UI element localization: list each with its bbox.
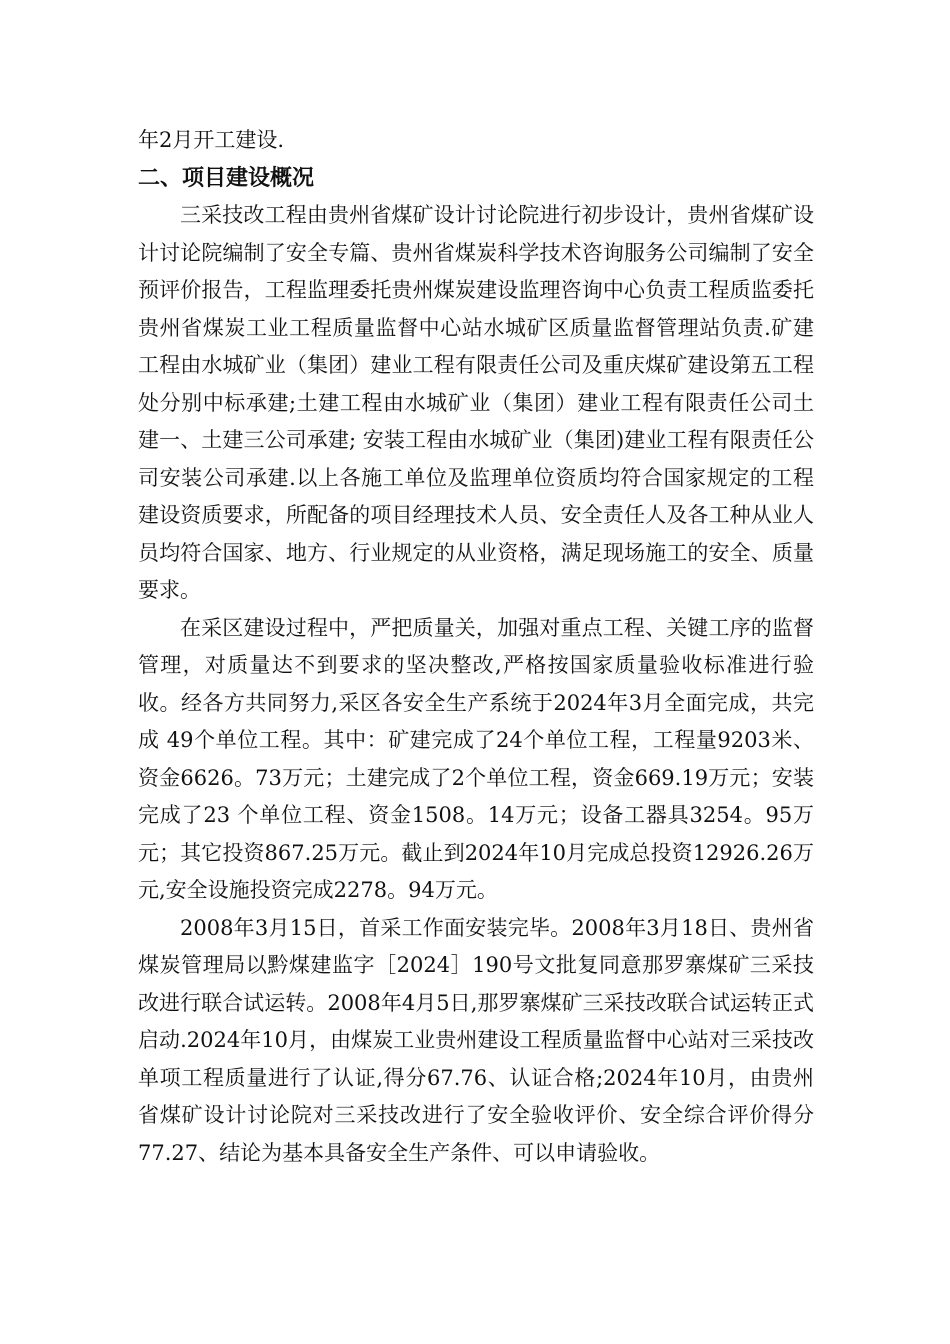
section-heading: 二、项目建设概况 [138,165,315,191]
document-body [138,122,814,1172]
continuation-line: 年2月开工建设. [138,128,285,152]
paragraph-trial-operation: 2008年3月15日，首采工作面安装完毕。2008年3月18日、贵州省煤炭管理局以黔煤建监字［2024］190号文批复同意那罗寨煤矿三采技改进行联合试运转。2008年4月5日,那罗寨煤矿三采技改联合试运转正式启动.2024年10月，由煤炭工业贵州建设工程质量监督中心站对三采技改单项工程质量进行了认证,得分67.76、认证合格;2024年10月，由贵州省煤矿设计讨论院对三采技改进行了安全验收评价、安全综合评价得分77.27、结论为基本具备安全生产条件、可以申请验收。 [138,915,814,1165]
paragraph-construction-quality: 在采区建设过程中，严把质量关，加强对重点工程、关键工序的监督管理，对质量达不到要求的坚决整改,严格按国家质量验收标准进行验收。经各方共同努力,采区各安全生产系统于2024年3月全面完成，共完成 49个单位工程。其中：矿建完成了24个单位工程，工程量9203米、资金6626。73万元；土建完成了2个单位工程，资金669.19万元；安装完成了23 个单位工程、资金1508。14万元；设备工器具3254。95万元；其它投资867.25万元。截止到2024年10月完成总投资12926.26万元,安全设施投资完成2278。94万元。 [138,615,814,902]
paragraph-project-overview: 三采技改工程由贵州省煤矿设计讨论院进行初步设计，贵州省煤矿设计讨论院编制了安全专篇、贵州省煤炭科学技术咨询服务公司编制了安全预评价报告，工程监理委托贵州煤炭建设监理咨询中心负责工程质监委托贵州省煤炭工业工程质量监督中心站水城矿区质量监督管理站负责.矿建工程由水城矿业（集团）建业工程有限责任公司及重庆煤矿建设第五工程处分别中标承建;土建工程由水城矿业（集团）建业工程有限责任公司土建一、土建三公司承建; 安装工程由水城矿业（集团)建业工程有限责任公司安装公司承建.以上各施工单位及监理单位资质均符合国家规定的工程建设资质要求，所配备的项目经理技术人员、安全责任人及各工种从业人员均符合国家、地方、行业规定的从业资格，满足现场施工的安全、质量要求。 [138,203,814,602]
